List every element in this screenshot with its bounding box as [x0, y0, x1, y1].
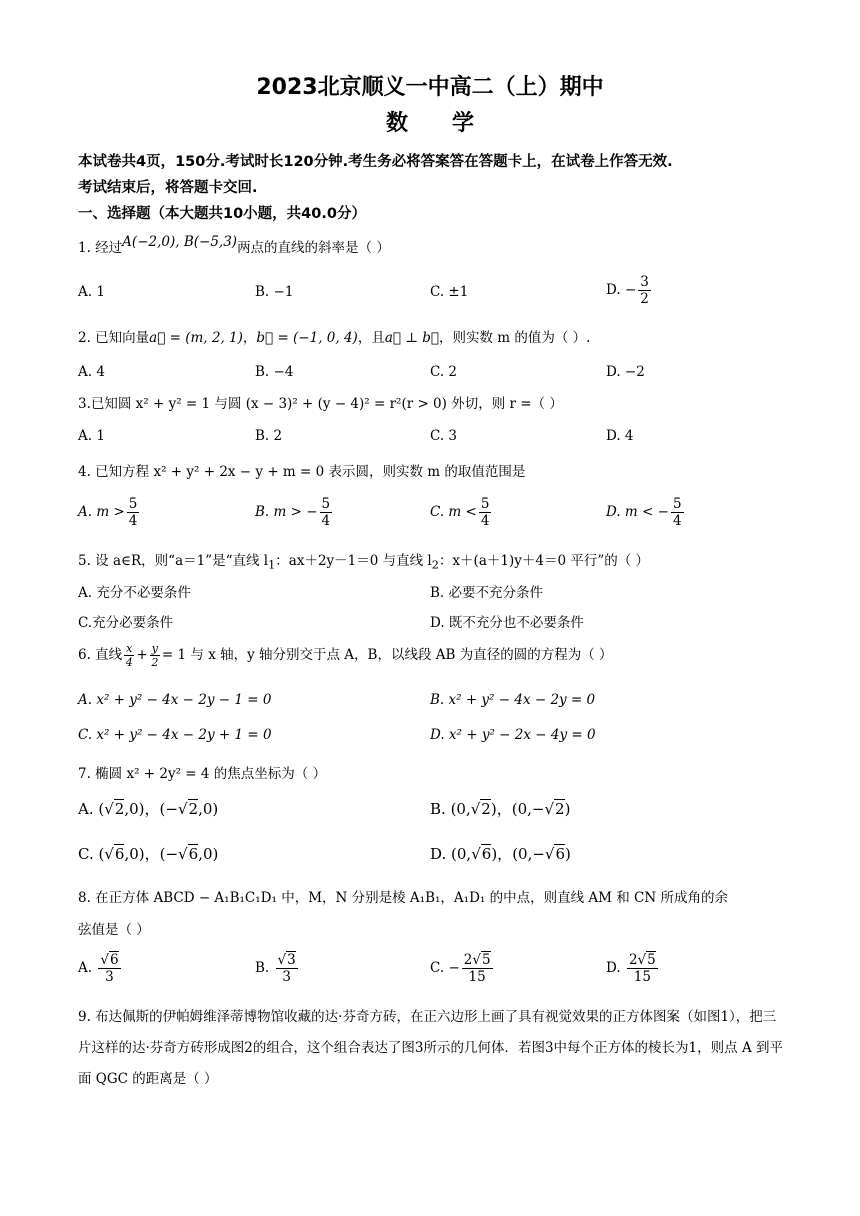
q8-d-denominator: 15	[633, 969, 651, 985]
q7-a-radicand-2: 2	[188, 800, 199, 818]
q1-d-sign: D. −	[606, 282, 637, 298]
q7-c-sep: ，	[144, 845, 160, 863]
question-1-option-d	[606, 274, 653, 307]
q8-d-radicand: 5	[647, 952, 656, 968]
q8-a-fraction	[98, 952, 120, 985]
question-8-option-a	[78, 952, 123, 985]
q7-d-p1e: )	[491, 845, 498, 863]
question-6-option-a: A. x² + y² − 4x − 2y − 1 = 0	[78, 692, 272, 708]
question-6-option-b: B. x² + y² − 4x − 2y = 0	[430, 692, 596, 708]
q8-a-radicand: 6	[109, 952, 119, 968]
q5-sub-1: 1	[268, 558, 276, 572]
q5-stem-a: 5. 设 a∈R，则“a＝1”是“直线 l	[78, 553, 269, 569]
q6-plus: +	[136, 647, 148, 663]
q7-b-p2e: )	[564, 800, 571, 818]
question-4-stem: 4. 已知方程 x² + y² + 2x − y + m = 0 表示圆，则实数 m 的取值范围是	[78, 464, 526, 480]
q8-a-numerator	[98, 952, 120, 969]
q4-d-denominator: 4	[672, 513, 682, 529]
q7-c-sqrt-1	[104, 844, 124, 863]
q7-c-sqrt-2	[178, 844, 198, 863]
question-5-option-c: C.充分必要条件	[78, 615, 174, 631]
question-1-option-c: C. ±1	[430, 284, 469, 300]
exam-subject: 数学	[385, 111, 518, 136]
q4-a-denominator: 4	[128, 513, 138, 529]
q6-fraction-x	[124, 642, 134, 669]
question-8-option-b	[255, 952, 300, 985]
q7-c-p1e: ,0)	[124, 845, 145, 863]
question-4-option-a	[78, 496, 141, 529]
question-2-stem	[78, 326, 788, 346]
q8-c-denominator: 15	[468, 969, 486, 985]
q7-b-radicand-2: 2	[555, 800, 565, 818]
q7-d-p1: (0,	[451, 845, 472, 863]
question-6-option-d: D. x² + y² − 2x − 4y = 0	[430, 727, 596, 743]
q8-c-numerator	[462, 952, 493, 969]
q6-fraction-y	[150, 642, 160, 669]
question-7-option-b	[430, 798, 570, 819]
question-9-stem: 9. 布达佩斯的伊帕姆维泽蒂博物馆收藏的达·芬奇方砖，在正六边形上画了具有视觉效果的正方体图案（如图1），把三片这样的达·芬奇方砖形成图2的组合，这个组合表达了图3所示的几何体．若图3中每个正方体的棱长为1，则点 A 到平面 QGC 的距离是（ ）	[78, 1009, 783, 1087]
q7-c-p1: (	[98, 845, 105, 863]
q2-stem-pre: 2. 已知向量	[78, 330, 150, 346]
q7-a-sqrt-1	[104, 799, 124, 818]
q8-a-label: A.	[78, 960, 97, 976]
q7-a-p1e: ,0)	[124, 800, 145, 818]
question-5-stem	[78, 549, 788, 572]
question-1-option-b: B. −1	[255, 284, 294, 300]
question-8-option-c	[430, 952, 495, 985]
exam-title: 2023北京顺义一中高二（上）期中	[256, 75, 604, 100]
q7-d-p2: (0,−	[512, 845, 545, 863]
q7-a-sqrt-2	[178, 799, 198, 818]
q4-a-text: A. m >	[78, 504, 125, 520]
q5-sub-2: 2	[431, 558, 439, 572]
q2-perpendicular: a⃗ ⊥ b⃗	[384, 330, 439, 346]
question-7-option-c	[78, 843, 218, 864]
q6-fx-numerator: x	[126, 642, 133, 655]
q1-d-fraction	[638, 274, 651, 307]
q2-vector-a: a⃗ = (m, 2, 1)	[149, 330, 243, 346]
q7-c-label: C.	[78, 845, 99, 863]
question-3-option-c: C. 3	[430, 428, 458, 444]
question-6-stem	[78, 642, 788, 669]
section-heading: 一、选择题（本大题共10小题，共40.0分）	[78, 206, 366, 222]
q1-stem-post: 两点的直线的斜率是（ ）	[237, 240, 390, 256]
q5-stem-b: ：ax＋2y－1＝0 与直线 l	[275, 553, 432, 569]
q1-stem-points: A(−2,0), B(−5,3)	[122, 234, 238, 250]
q7-d-label: D.	[430, 845, 452, 863]
instruction-line-2: 考试结束后，将答题卡交回.	[78, 180, 258, 196]
q7-d-radicand-1: 6	[481, 845, 492, 863]
q7-b-sqrt-1	[471, 799, 491, 818]
question-5-option-b: B. 必要不充分条件	[430, 585, 544, 601]
q1-d-numerator: 3	[640, 274, 649, 290]
q8-c-fraction	[462, 952, 493, 985]
q6-fx-denominator: 4	[125, 656, 133, 669]
q8-b-radicand: 3	[287, 952, 296, 968]
q4-c-numerator: 5	[480, 496, 490, 512]
q5-stem-c: ：x＋(a＋1)y＋4＝0 平行”的（ ）	[438, 553, 650, 569]
q4-a-fraction	[127, 496, 140, 529]
question-3-stem: 3.已知圆 x² + y² = 1 与圆 (x − 3)² + (y − 4)² = r²(r > 0) 外切，则 r =（ ）	[78, 396, 563, 412]
q7-b-p2: (0,−	[511, 800, 545, 818]
q8-c-sign: −	[448, 960, 460, 976]
q7-b-sep: ，	[496, 800, 512, 818]
q8-c-label: C.	[430, 960, 449, 976]
q8-d-label: D.	[606, 960, 625, 976]
question-2-option-a: A. 4	[78, 364, 105, 380]
q8-d-numerator	[627, 952, 658, 969]
q8-c-sqrt	[472, 951, 490, 968]
q8-c-radicand: 5	[481, 952, 491, 968]
q2-sep-2: ，且	[357, 330, 385, 346]
q7-d-radicand-2: 6	[555, 845, 566, 863]
question-5-option-d: D. 既不充分也不必要条件	[430, 615, 584, 631]
q7-c-radicand-1: 6	[114, 845, 125, 863]
q8-d-fraction	[627, 952, 658, 985]
q7-c-radicand-2: 6	[188, 845, 199, 863]
q7-a-label: A.	[78, 800, 99, 818]
q4-b-denominator: 4	[321, 513, 331, 529]
q2-stem-post: ，则实数 m 的值为（ ）.	[439, 330, 591, 346]
q7-c-p2: (−	[159, 845, 179, 863]
question-4-option-b	[255, 496, 334, 529]
q7-d-sqrt-2	[545, 844, 565, 863]
q7-b-p1: (0,	[450, 800, 471, 818]
question-4-option-c	[430, 496, 493, 529]
question-8-stem-line-1: 8. 在正方体 ABCD − A₁B₁C₁D₁ 中，M，N 分别是棱 A₁B₁，A₁D₁ 的中点，则直线 AM 和 CN 所成角的余	[78, 890, 728, 906]
q6-fy-denominator: 2	[151, 656, 159, 669]
q8-d-coef: 2	[628, 952, 638, 968]
question-6-option-c: C. x² + y² − 4x − 2y + 1 = 0	[78, 727, 272, 743]
q6-stem-pre: 6. 直线	[78, 647, 123, 663]
q4-d-fraction	[671, 496, 684, 529]
q4-c-fraction	[479, 496, 492, 529]
q1-d-denominator: 2	[640, 291, 649, 307]
question-3-option-d: D. 4	[606, 428, 634, 444]
question-1-option-a: A. 1	[78, 284, 105, 300]
question-7-stem: 7. 椭圆 x² + 2y² = 4 的焦点坐标为（ ）	[78, 766, 327, 782]
q7-a-p2: (−	[159, 800, 178, 818]
question-8-option-d	[606, 952, 660, 985]
q2-vector-b: b⃗ = (−1, 0, 4)	[256, 330, 358, 346]
q6-fy-numerator: y	[151, 642, 158, 655]
q8-d-sqrt	[638, 951, 656, 968]
q4-d-numerator: 5	[672, 496, 682, 512]
question-3-option-b: B. 2	[255, 428, 283, 444]
instruction-line-1: 本试卷共4页，150分.考试时长120分钟.考生务必将答案答在答题卡上，在试卷上作答无效.	[78, 154, 673, 170]
question-4-option-d	[606, 496, 686, 529]
q1-stem-pre: 1. 经过	[78, 240, 123, 256]
q7-a-radicand-1: 2	[114, 800, 125, 818]
q7-b-sqrt-2	[544, 799, 564, 818]
q8-b-numerator	[276, 952, 298, 969]
question-7-option-d	[430, 843, 571, 864]
question-5-option-a: A. 充分不必要条件	[78, 585, 191, 601]
q7-d-sqrt-1	[471, 844, 491, 863]
q8-b-denominator: 3	[282, 969, 291, 985]
q7-b-p1e: )	[490, 800, 497, 818]
question-7-option-a	[78, 798, 218, 819]
q4-b-fraction	[320, 496, 333, 529]
q8-b-label: B.	[255, 960, 274, 976]
q8-a-denominator: 3	[105, 969, 114, 985]
q8-b-sqrt	[278, 951, 296, 968]
q4-c-denominator: 4	[480, 513, 490, 529]
q7-a-sep: ，	[144, 800, 160, 818]
question-3-option-a: A. 1	[78, 428, 105, 444]
question-2-option-c: C. 2	[430, 364, 458, 380]
q7-c-p2e: ,0)	[198, 845, 219, 863]
q4-b-text: B. m > −	[255, 504, 318, 520]
q4-d-text: D. m < −	[606, 504, 669, 520]
q4-b-numerator: 5	[321, 496, 331, 512]
q8-b-fraction	[276, 952, 298, 985]
question-2-option-d: D. −2	[606, 364, 645, 380]
question-2-option-b: B. −4	[255, 364, 294, 380]
q7-d-p2e: )	[565, 845, 571, 863]
q2-sep-1: ，	[242, 330, 257, 346]
q7-b-label: B.	[430, 800, 451, 818]
q7-a-p2e: ,0)	[198, 800, 219, 818]
q7-d-sep: ，	[497, 845, 513, 863]
q4-a-numerator: 5	[128, 496, 138, 512]
q8-c-coef: 2	[463, 952, 473, 968]
q7-b-radicand-1: 2	[481, 800, 491, 818]
q7-a-p1: (	[98, 800, 105, 818]
question-1-stem	[78, 236, 788, 256]
q4-c-text: C. m <	[430, 504, 477, 520]
q8-a-sqrt	[100, 951, 118, 968]
q6-stem-post: = 1 与 x 轴，y 轴分别交于点 A，B，以线段 AB 为直径的圆的方程为（ ）	[161, 647, 613, 663]
question-8-stem-line-2: 弦值是（ ）	[78, 922, 150, 938]
